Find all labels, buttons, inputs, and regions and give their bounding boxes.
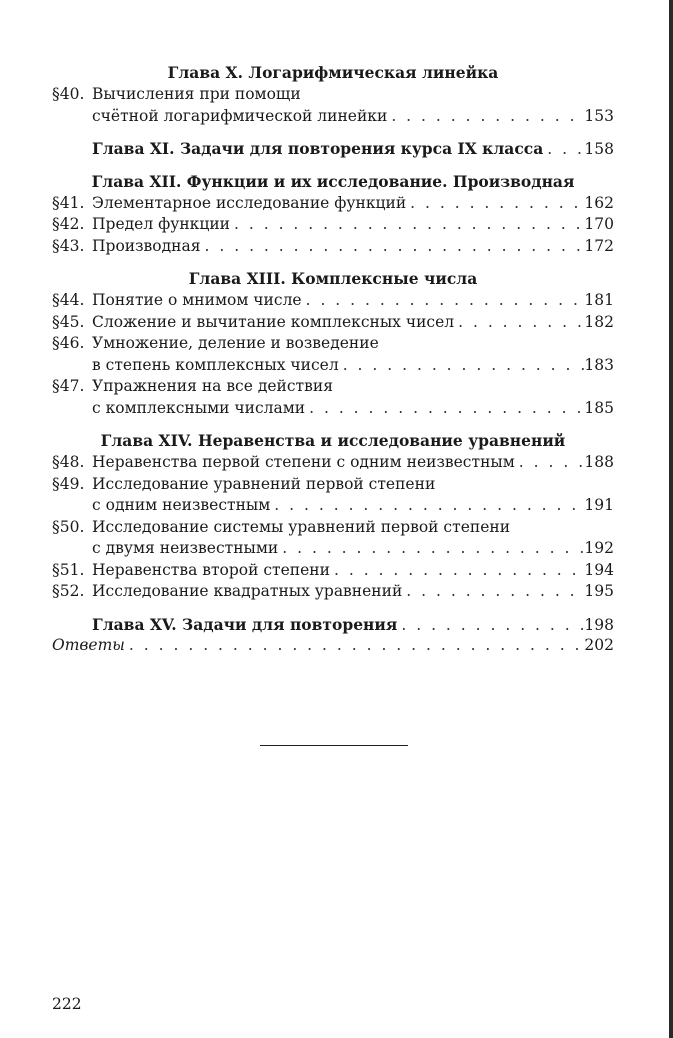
section-49-number: §49. <box>52 474 85 493</box>
section-40-page: 153 <box>584 106 614 125</box>
section-43-page: 172 <box>584 236 614 255</box>
page-number: 222 <box>52 995 82 1013</box>
section-40-entry[interactable] <box>52 106 614 128</box>
leader-dots <box>201 236 584 258</box>
section-48-entry[interactable] <box>52 452 614 474</box>
section-44-text: Понятие о мнимом числе <box>92 291 302 309</box>
section-43-text: Производная <box>92 236 201 255</box>
section-48-page: 188 <box>584 453 614 471</box>
section-44-number: §44. <box>52 291 85 309</box>
section-46-text-line1: Умножение, деление и возведение <box>92 334 379 352</box>
answers-entry[interactable] <box>52 635 614 657</box>
chapter-15-page: 198 <box>584 615 614 634</box>
leader-dots <box>397 615 584 637</box>
section-41-number: §41. <box>52 193 85 212</box>
section-50-entry[interactable] <box>52 538 614 560</box>
leader-dots <box>125 635 584 657</box>
leader-dots <box>330 560 584 582</box>
section-52-text: Исследование квадратных уравнений <box>92 582 403 600</box>
section-44-page: 181 <box>584 291 614 309</box>
section-51-entry[interactable] <box>52 560 614 582</box>
section-45-entry[interactable] <box>52 312 614 334</box>
leader-dots <box>278 538 584 560</box>
section-42-entry[interactable] <box>52 214 614 236</box>
chapter-15-entry[interactable] <box>52 614 614 636</box>
section-51-page: 194 <box>584 560 614 579</box>
section-47-entry[interactable] <box>52 398 614 420</box>
section-45-number: §45. <box>52 312 85 331</box>
section-47-page: 185 <box>584 398 614 417</box>
end-divider <box>260 745 408 746</box>
table-of-contents <box>52 62 614 657</box>
section-49-line1 <box>52 474 614 496</box>
section-42-number: §42. <box>52 215 85 233</box>
section-48-number: §48. <box>52 453 85 471</box>
leader-dots <box>515 452 584 474</box>
answers-page: 202 <box>584 636 614 654</box>
leader-dots <box>305 398 584 420</box>
section-47-text-line1: Упражнения на все действия <box>92 377 333 395</box>
section-47-text-line2: с комплексными числами <box>92 398 306 417</box>
section-49-text-line2: с одним неизвестным <box>92 496 271 514</box>
section-47-number: §47. <box>52 377 85 395</box>
chapter-15-heading: Глава XV. Задачи для повторения <box>92 614 398 634</box>
leader-dots <box>402 581 584 603</box>
section-40-text-line1: Вычисления при помощи <box>92 85 301 103</box>
leader-dots <box>302 290 584 312</box>
section-46-number: §46. <box>52 334 85 352</box>
section-51-number: §51. <box>52 560 85 579</box>
section-52-entry[interactable] <box>52 581 614 603</box>
section-49-entry[interactable] <box>52 495 614 517</box>
section-42-page: 170 <box>584 215 614 233</box>
section-50-page: 192 <box>584 539 614 557</box>
section-52-page: 195 <box>584 582 614 600</box>
leader-dots <box>406 193 584 215</box>
leader-dots <box>454 312 584 334</box>
chapter-11-heading: Глава XI. Задачи для повторения курса IX класса <box>92 139 544 158</box>
section-45-text: Сложение и вычитание комплексных чисел <box>92 312 455 331</box>
chapter-11-page: 158 <box>584 140 614 158</box>
section-50-line1 <box>52 517 614 539</box>
section-43-entry[interactable] <box>52 236 614 258</box>
section-40-text-line2: счётной логарифмической линейки <box>92 106 388 125</box>
leader-dots <box>339 355 584 377</box>
section-50-text-line2: с двумя неизвестными <box>92 539 279 557</box>
section-45-page: 182 <box>584 312 614 331</box>
chapter-10-heading: Глава X. Логарифмическая линейка <box>167 63 499 82</box>
section-49-page: 191 <box>584 496 614 514</box>
section-40-line1 <box>52 84 614 106</box>
answers-text: Ответы <box>52 636 125 654</box>
page-edge <box>669 0 673 1038</box>
section-41-page: 162 <box>584 193 614 212</box>
section-40-number: §40. <box>52 85 85 103</box>
leader-dots <box>543 139 584 161</box>
section-41-text: Элементарное исследование функций <box>92 193 407 212</box>
chapter-12-heading: Глава XII. Функции и их исследование. Производная <box>91 171 575 191</box>
section-43-number: §43. <box>52 236 85 255</box>
chapter-11-entry[interactable] <box>52 138 614 160</box>
section-42-text: Предел функции <box>92 215 231 233</box>
section-47-line1 <box>52 376 614 398</box>
leader-dots <box>270 495 584 517</box>
section-44-entry[interactable] <box>52 290 614 312</box>
section-41-entry[interactable] <box>52 193 614 215</box>
section-51-text: Неравенства второй степени <box>92 560 330 579</box>
section-50-text-line1: Исследование системы уравнений первой степени <box>92 517 511 536</box>
leader-dots <box>387 106 584 128</box>
section-46-line1 <box>52 333 614 355</box>
chapter-14-heading: Глава XIV. Неравенства и исследование уравнений <box>100 431 566 450</box>
section-46-page: 183 <box>584 355 614 374</box>
section-46-entry[interactable] <box>52 355 614 377</box>
leader-dots <box>230 214 584 236</box>
section-46-text-line2: в степень комплексных чисел <box>92 355 339 374</box>
section-52-number: §52. <box>52 582 85 600</box>
section-49-text-line1: Исследование уравнений первой степени <box>92 474 436 493</box>
section-50-number: §50. <box>52 517 85 536</box>
section-48-text: Неравенства первой степени с одним неизвестным <box>92 453 515 471</box>
chapter-13-heading: Глава XIII. Комплексные числа <box>188 269 478 288</box>
